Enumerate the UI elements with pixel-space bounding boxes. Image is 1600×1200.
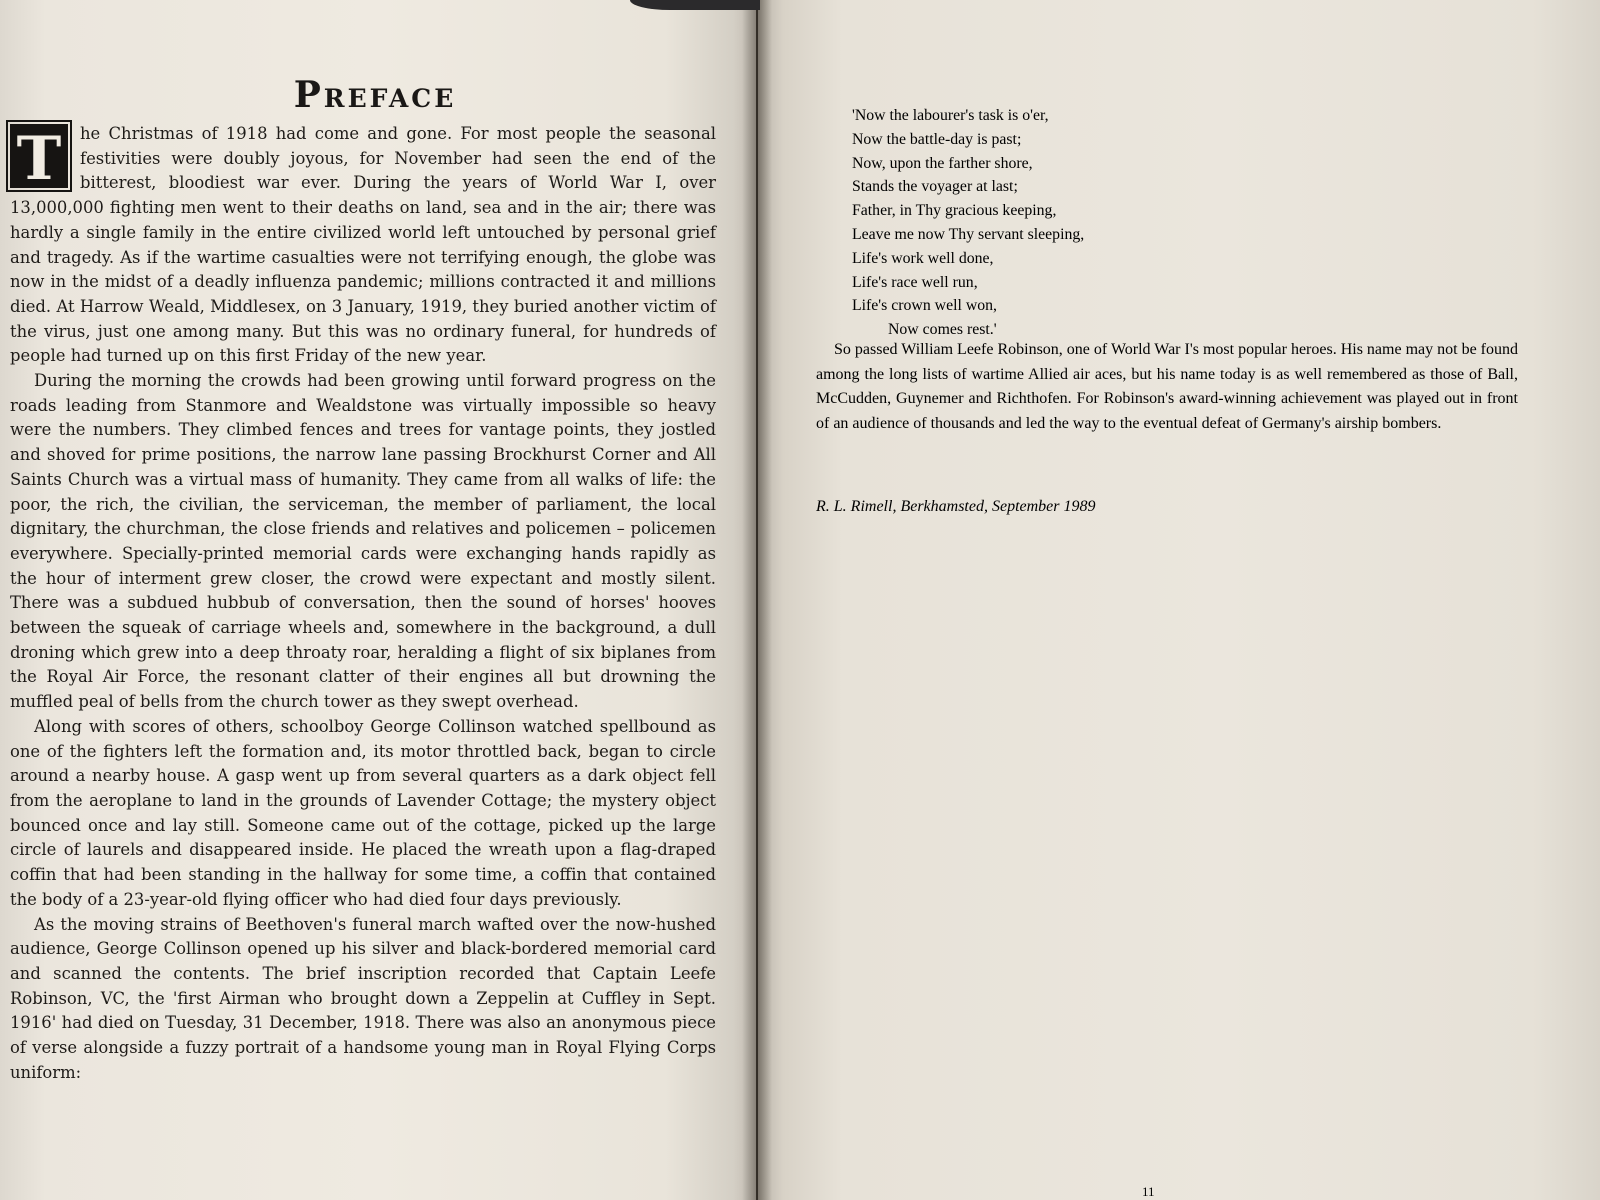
poem-line: Life's race well run, xyxy=(852,273,978,291)
page-title: Preface xyxy=(293,74,457,116)
poem-line: Life's work well done, xyxy=(852,249,994,267)
preface-paragraph-1 xyxy=(10,122,716,369)
poem-line: Father, in Thy gracious keeping, xyxy=(852,202,1057,220)
memorial-poem xyxy=(852,104,1084,342)
page-number: 11 xyxy=(1142,1184,1155,1199)
drop-cap: T xyxy=(10,124,68,188)
poem-line: Leave me now Thy servant sleeping, xyxy=(852,225,1085,243)
poem-line: Life's crown well won, xyxy=(852,297,997,315)
preface-paragraph-3: Along with scores of others, schoolboy George Collinson watched spellbound as one of the fighters left the formation and, its motor throttled back, began to circle around a nearby house. A gasp went up from several quarters as a dark object fell from the aeroplane to land in the grounds of Lavender Cottage; the mystery object bounced once and lay still. Someone came out of the cottage, picked up the large circle of laurels and disappeared inside. He placed the wreath upon a flag-draped coffin that had been standing in the hallway for some time, a coffin that contained the body of a 23-year-old flying officer who had died four days previously. xyxy=(10,716,716,909)
poem-line: Now the battle-day is past; xyxy=(852,130,1022,148)
left-page xyxy=(0,0,756,1200)
closing-paragraph: So passed William Leefe Robinson, one of World War I's most popular heroes. His name may not be found among the long lists of wartime Allied air aces, but his name today is as well remembered as those of Ball, McCudden, Guynemer and Richthofen. For Robinson's award-winning achievement was played out in front of an audience of thousands and led the way to the eventual defeat of Germany's airship bombers. xyxy=(816,341,1518,432)
poem-line: Stands the voyager at last; xyxy=(852,178,1018,196)
paragraph-1-text: he Christmas of 1918 had come and gone. For most people the seasonal festivities were doubly joyous, for November had seen the end of the bitterest, bloodiest war ever. During the years of World War I, over 13,000,000 fighting men went to their deaths on land, sea and in the air; there was hardly a single family in the entire civilized world left untouched by personal grief and tragedy. As if the wartime casualties were not terrifying enough, the globe was now in the midst of a deadly influenza pandemic; millions contracted it and millions died. At Harrow Weald, Middlesex, on 3 January, 1919, they buried another victim of the virus, just one among many. But this was no ordinary funeral, for hundreds of people had turned up on this first Friday of the new year. xyxy=(10,124,716,366)
preface-paragraph-4: As the moving strains of Beethoven's funeral march wafted over the now-hushed audience, George Collinson opened up his silver and black-bordered memorial card and scanned the contents. The brief inscription recorded that Captain Leefe Robinson, VC, the 'first Airman who brought down a Zeppelin at Cuffley in Sept. 1916' had died on Tuesday, 31 December, 1918. There was also an anonymous piece of verse alongside a fuzzy portrait of a handsome young man in Royal Flying Corps uniform: xyxy=(10,914,716,1082)
author-signature: R. L. Rimell, Berkhamsted, September 1989 xyxy=(816,498,1096,515)
poem-line: 'Now the labourer's task is o'er, xyxy=(852,107,1049,124)
book-gutter xyxy=(742,0,772,1200)
book-cover-edge xyxy=(630,0,760,10)
poem-line: Now, upon the farther shore, xyxy=(852,154,1033,172)
preface-paragraph-2: During the morning the crowds had been growing until forward progress on the roads leading from Stanmore and Wealdstone was virtually impossible so heavy were the numbers. They climbed fences and trees for vantage points, they jostled and shoved for prime positions, the narrow lane passing Brockhurst Corner and All Saints Church was a virtual mass of humanity. They came from all walks of life: the poor, the rich, the civilian, the serviceman, the member of parliament, the local dignitary, the churchman, the close friends and relatives and policemen – policemen everywhere. Specially-printed memorial cards were exchanging hands rapidly as the hour of interment grew closer, the crowd were expectant and mostly silent. There was a subdued hubbub of conversation, then the sound of horses' hooves between the squeak of carriage wheels and, somewhere in the background, a dull droning which grew into a deep throaty roar, heralding a flight of six biplanes from the Royal Air Force, the resonant clatter of their engines all but drowning the muffled peal of bells from the church tower as they swept overhead. xyxy=(10,371,716,712)
poem-line: Now comes rest.' xyxy=(888,321,997,339)
preface-body xyxy=(10,122,716,1085)
